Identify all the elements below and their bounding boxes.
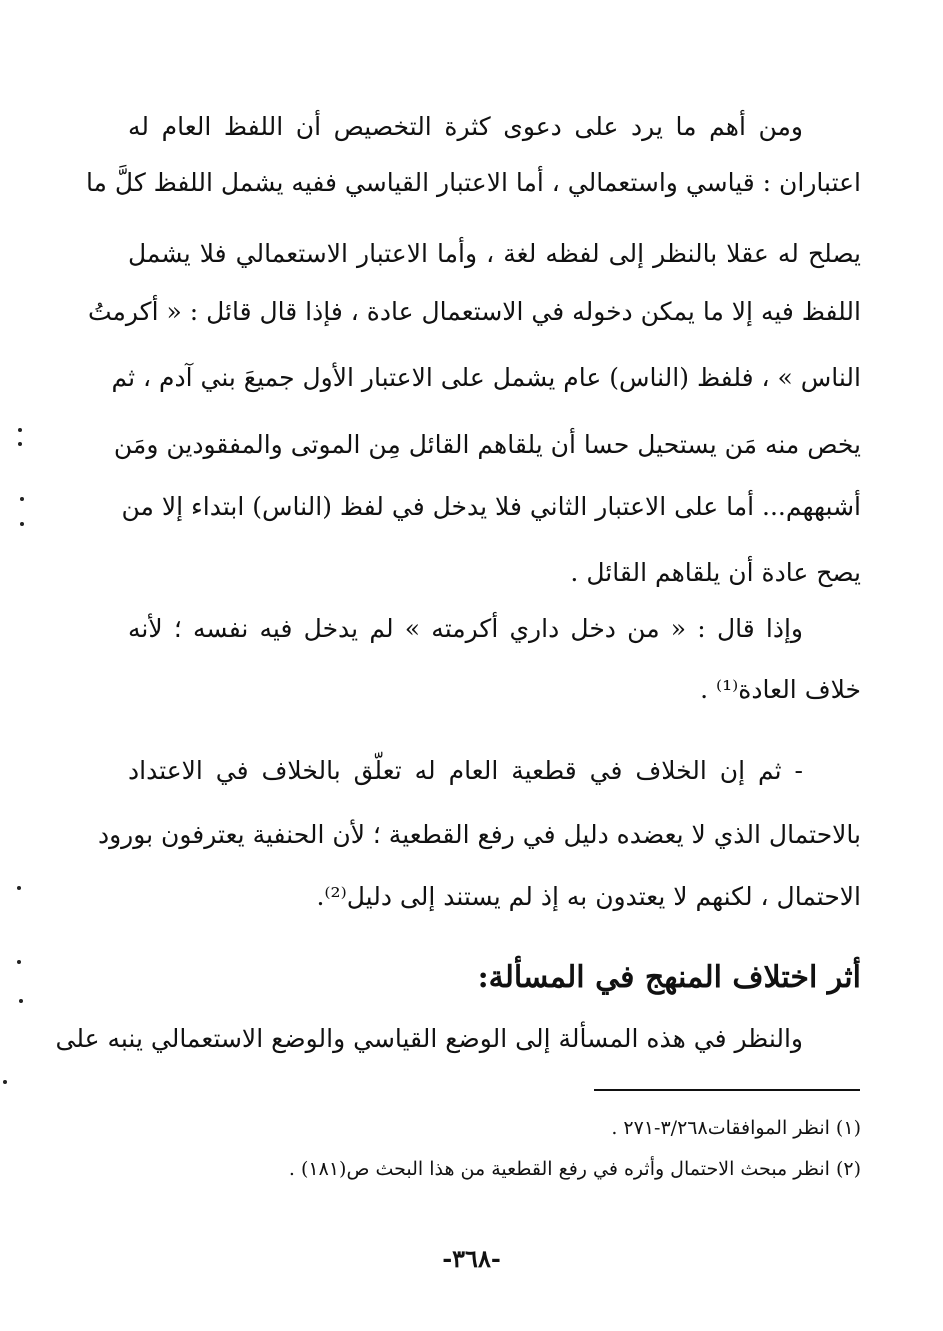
paragraph-1-line-5: الناس » ، فلفظ (الناس) عام يشمل على الاعتبار الأول جميعَ بني آدم ، ثم <box>111 363 861 392</box>
margin-speck <box>17 960 21 964</box>
paragraph-3-line-3: الاحتمال ، لكنهم لا يعتدون به إذ لم يستند إلى دليل⁽²⁾. <box>316 882 861 911</box>
margin-speck <box>17 886 21 890</box>
section-heading: أثر اختلاف المنهج في المسألة: <box>477 960 861 995</box>
paragraph-2-line-2: خلاف العادة⁽¹⁾ . <box>700 675 861 704</box>
footnote-1: (١) انظر الموافقات٣/٢٦٨-٢٧١ . <box>611 1117 861 1139</box>
paragraph-1-line-7: أشبههم... أما على الاعتبار الثاني فلا يدخل في لفظ (الناس) ابتداء إلا من <box>121 492 861 521</box>
paragraph-1-line-3: يصلح له عقلا بالنظر إلى لفظه لغة ، وأما الاعتبار الاستعمالي فلا يشمل <box>128 239 861 268</box>
margin-speck <box>18 442 22 446</box>
paragraph-2-line-1: وإذا قال : « من دخل داري أكرمته » لم يدخل فيه نفسه ؛ لأنه <box>128 614 803 643</box>
paragraph-1-line-1: ومن أهم ما يرد على دعوى كثرة التخصيص أن اللفظ العام له <box>128 112 803 141</box>
margin-speck <box>20 497 24 501</box>
paragraph-3-line-2: بالاحتمال الذي لا يعضده دليل في رفع القطعية ؛ لأن الحنفية يعترفون بورود <box>97 820 861 849</box>
footnote-2: (٢) انظر مبحث الاحتمال وأثره في رفع القطعية من هذا البحث ص(١٨١) . <box>288 1158 861 1180</box>
paragraph-3-line-1: - ثم إن الخلاف في قطعية العام له تعلّق بالخلاف في الاعتداد <box>128 756 803 785</box>
margin-speck <box>19 999 23 1003</box>
footnote-separator <box>594 1089 860 1091</box>
paragraph-1-line-4: اللفظ فيه إلا ما يمكن دخوله في الاستعمال عادة ، فإذا قال قائل : « أكرمتُ <box>87 297 861 326</box>
margin-speck <box>20 522 24 526</box>
closing-line: والنظر في هذه المسألة إلى الوضع القياسي والوضع الاستعمالي ينبه على <box>55 1024 803 1053</box>
margin-speck <box>3 1080 7 1084</box>
margin-speck <box>18 428 22 432</box>
page-number: -٣٦٨- <box>442 1244 501 1273</box>
paragraph-1-line-8: يصح عادة أن يلقاهم القائل . <box>570 558 861 587</box>
paragraph-1-line-6: يخص منه مَن يستحيل حسا أن يلقاهم القائل مِن الموتى والمفقودين ومَن <box>113 430 861 459</box>
paragraph-1-line-2: اعتباران : قياسي واستعمالي ، أما الاعتبار القياسي ففيه يشمل اللفظ كلَّ ما <box>85 168 861 197</box>
